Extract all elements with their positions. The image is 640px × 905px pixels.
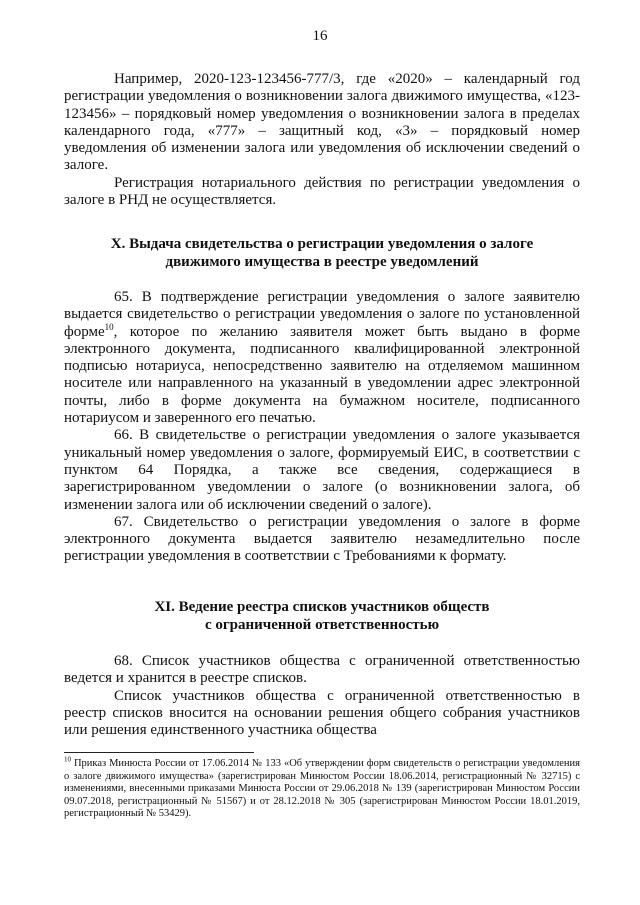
footnote-text: Приказ Минюста России от 17.06.2014 № 133 «Об утверждении форм свидетельств о регистрации уведомления о залоге движимого имущества» (зарегистрирован Минюстом России 18.06.2014, регистрационный № 32715) с изменениями, внесенными приказами Минюста России от 29.06.2018 № 139 (зарегистрирован Минюстом России 09.07.2018, регистрационный № 51567) и от 28.12.2018 № 305 (зарегистрирован Минюстом России 18.01.2019, регистрационный № 53429). <box>64 758 580 819</box>
page-number: 16 <box>312 28 328 44</box>
footnote-divider <box>64 752 254 753</box>
section-heading-xi-line2: с ограниченной ответственностью <box>204 617 440 633</box>
section-heading-x <box>64 235 580 271</box>
section-xi-text-block <box>64 653 580 739</box>
paragraph-68: 68. Список участников общества с ограниченной ответственностью ведется и хранится в реестре списков. <box>64 653 580 687</box>
paragraph-participants-list: Список участников общества с ограниченной ответственностью в реестр списков вносится на основании решения общего собрания участников или решения единственного участника общества <box>64 687 580 739</box>
paragraph-notary-registration: Регистрация нотариального действия по регистрации уведомления о залоге в РНД не осуществляется. <box>64 174 580 209</box>
paragraph-65-end: , которое по желанию заявителя может быть выдано в форме электронного документа, подписанного квалифицированной электронной подписью нотариуса, непосредственно заявителю на отделяемом машинном носителе или направленного на указанный в уведомлении адрес электронной почты, либо в форме документа на бумажном носителе, подписанного нотариусом и заверенного его печатью. <box>64 323 580 427</box>
paragraph-67: 67. Свидетельство о регистрации уведомления о залоге в форме электронного документа выдается заявителю незамедлительно после регистрации уведомления в соответствии с Требованиями к формату. <box>64 513 580 565</box>
footnote-10 <box>64 755 580 821</box>
paragraph-65 <box>64 289 580 427</box>
section-heading-xi <box>64 598 580 634</box>
section-heading-x-line2: движимого имущества в реестре уведомлений <box>165 254 479 270</box>
paragraph-65-start: 65. В подтверждение регистрации уведомления о залоге заявителю выдается свидетельство о регистрации уведомления о залоге по установленной форме <box>64 289 580 340</box>
paragraph-example: Например, 2020-123-123456-777/3, где «2020» – календарный год регистрации уведомления о возникновении залога движимого имущества, «123-123456» – порядковый номер уведомления о возникновении залога в пределах календарного года, «777» – защитный код, «3» – порядковый номер уведомления об изменении залога или уведомления об исключении сведений о залоге. <box>64 71 580 174</box>
paragraph-66: 66. В свидетельстве о регистрации уведомления о залоге указывается уникальный номер уведомления о залоге, формируемый ЕИС, в соответствии с пунктом 64 Порядка, а также все сведения, содержащиеся в зарегистрированном уведомлении о залоге (о возникновении залога, об изменении залога или об исключении сведений о залоге). <box>64 427 580 513</box>
footnote-reference: 10 <box>104 321 114 332</box>
section-heading-xi-line1: XI. Ведение реестра списков участников обществ <box>154 599 490 615</box>
footnote-marker: 10 <box>64 755 71 764</box>
intro-text-block <box>64 71 580 209</box>
section-x-text-block <box>64 289 580 566</box>
section-heading-x-line1: X. Выдача свидетельства о регистрации уведомления о залоге <box>110 236 534 252</box>
